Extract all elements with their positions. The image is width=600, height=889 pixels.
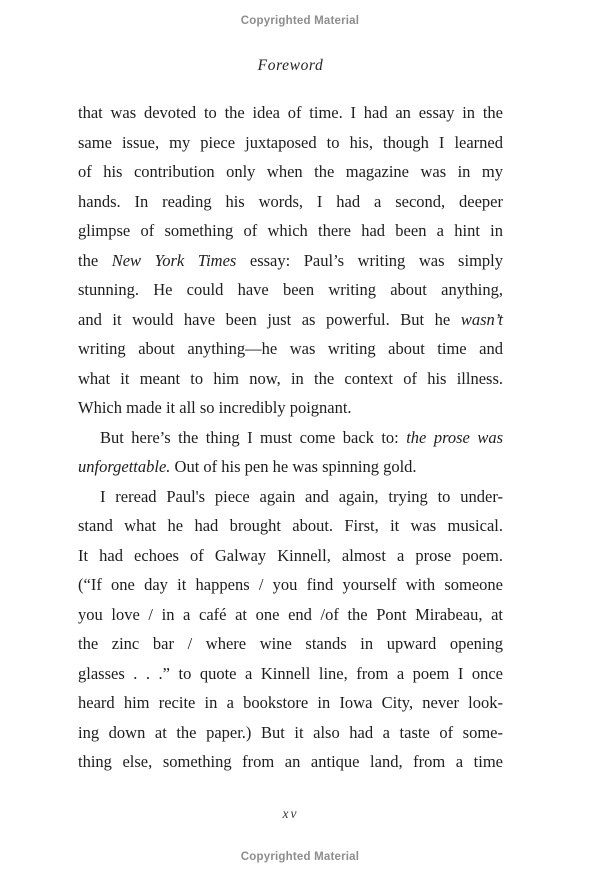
text-line [78,216,503,246]
top-watermark: Copyrighted Material [240,15,360,27]
text-line [78,629,503,659]
text-line [78,423,503,453]
text-segment: It had echoes of Galway Kinnell, almost a prose poem. [78,545,503,565]
text-segment: and it would have been just as powerful. But he [78,309,461,329]
text-line [78,570,503,600]
text-segment: (“If one day it happens / you find yourself with someone [78,575,503,594]
text-segment: stand what he had brought about. First, it was musical. [78,516,503,535]
text-segment: glimpse of something of which there had been a hint in [78,221,503,240]
text-segment: the zinc bar / where wine stands in upward opening [78,634,503,653]
page-number: xv [282,806,299,821]
foreword-heading: Foreword [257,57,324,74]
text-line [78,659,503,689]
italic-segment: the prose was [406,427,503,447]
text-segment: heard him recite in a bookstore in Iowa City, never look- [78,693,503,712]
text-segment: writing about anything—he was writing about time and [78,339,503,358]
text-segment: same issue, my piece juxtaposed to his, though I learned [78,132,503,152]
text-segment: But here’s the thing I must come back to: [100,427,407,447]
italic-segment: wasn’t [460,309,503,329]
text-segment: Out of his pen he was spinning gold. [170,457,417,476]
text-line [78,334,503,364]
text-segment: the [78,250,112,270]
text-segment: I reread Paul's piece again and again, trying to under- [100,486,503,506]
text-segment: of his contribution only when the magazine was in my [78,162,503,181]
text-line [78,482,503,512]
text-segment: thing else, something from an antique land, from a time [78,752,503,771]
text-line [78,511,503,541]
text-segment: hands. In reading his words, I had a second, deeper [78,191,503,211]
text-line [78,246,503,276]
text-line [78,541,503,571]
text-line [78,98,503,128]
text-line [78,364,503,394]
text-line [78,128,503,158]
text-segment: what it meant to him now, in the context of his illness. [78,368,503,388]
text-segment: that was devoted to the idea of time. I had an essay in the [78,103,503,122]
text-line [78,275,503,305]
text-line [78,393,503,423]
text-line [78,187,503,217]
text-line [78,600,503,630]
text-line [78,452,503,482]
text-line [78,157,503,187]
text-segment: glasses . . .” to quote a Kinnell line, from a poem I once [78,663,503,683]
bottom-watermark: Copyrighted Material [240,851,360,863]
text-line [78,305,503,335]
text-segment: essay: Paul’s writing was simply [236,250,503,270]
text-line [78,688,503,718]
text-line [78,718,503,748]
italic-segment: New York Times [111,250,237,270]
italic-segment: unforgettable. [78,457,171,476]
text-segment: ing down at the paper.) But it also had a taste of some- [78,722,503,742]
body-text [78,98,503,777]
text-segment: stunning. He could have been writing about anything, [78,280,503,299]
text-segment: you love / in a café at one end /of the Pont Mirabeau, at [78,604,503,624]
text-segment: Which made it all so incredibly poignant. [78,398,352,417]
text-line [78,747,503,777]
